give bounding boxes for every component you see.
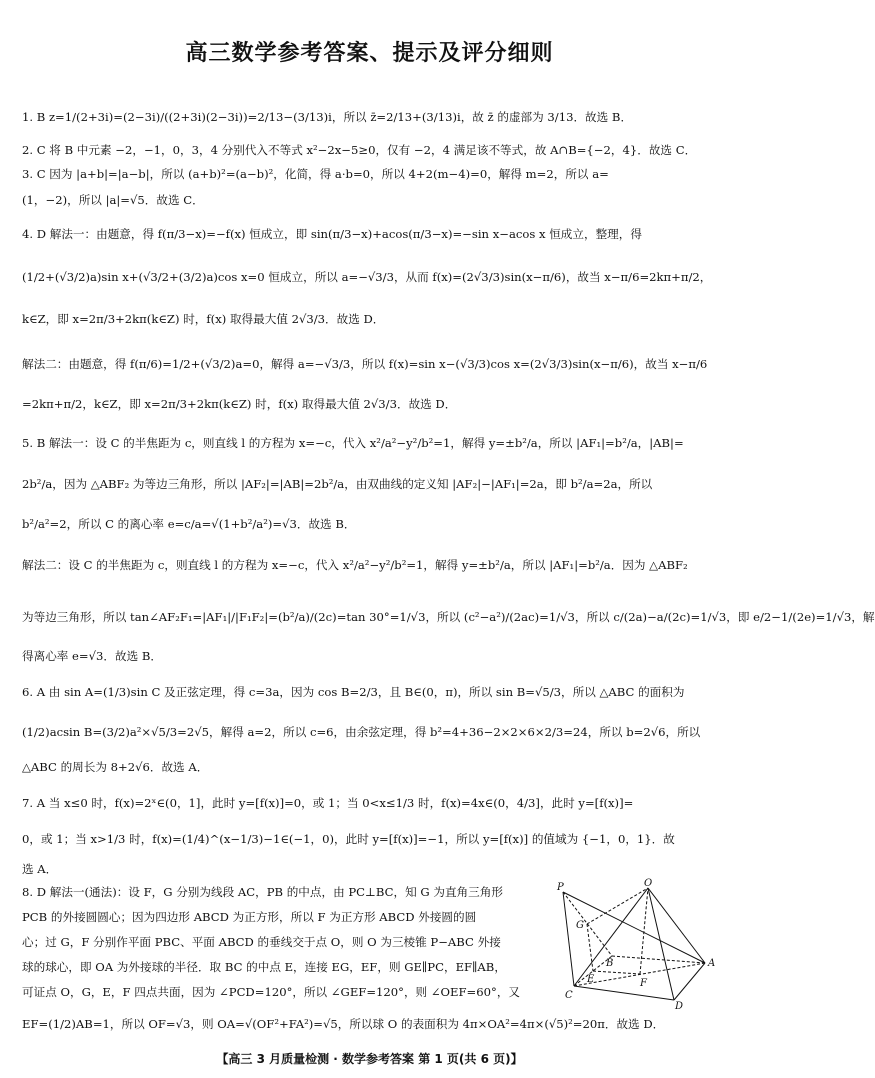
answer-2-line-1: 2. C 将 B 中元素 −2，−1，0，3，4 分别代入不等式 x²−2x−5≥0，仅有 −2，4 满足该不等式，故 A∩B={−2，4}．故选 C． — [22, 143, 697, 157]
label-o: O — [644, 878, 653, 889]
answer-1-line-1: 1. B z=1/(2+3i)=(2−3i)/((2+3i)(2−3i))=2/13−(3/13)i，所以 z̄=2/13+(3/13)i，故 z̄ 的虚部为 3/13．故选 B． — [22, 110, 633, 124]
answer-4-line-5: =2kπ+π/2，k∈Z，即 x=2π/3+2kπ(k∈Z) 时，f(x) 取得最大值 2√3/3．故选 D． — [22, 397, 457, 411]
label-b: B — [606, 958, 614, 969]
answer-5-line-3: b²/a²=2，所以 C 的离心率 e=c/a=√(1+b²/a²)=√3．故选 B． — [22, 517, 356, 531]
label-g: G — [576, 920, 584, 931]
answer-5-line-2: 2b²/a，因为 △ABF₂ 为等边三角形，所以 |AF₂|=|AB|=2b²/a，由双曲线的定义知 |AF₂|−|AF₁|=2a，即 b²/a=2a，所以 — [22, 477, 653, 491]
answer-4-line-3: k∈Z，即 x=2π/3+2kπ(k∈Z) 时，f(x) 取得最大值 2√3/3．故选 D． — [22, 312, 385, 326]
answer-8-line-5: 可证点 O，G，E，F 四点共面，因为 ∠PCD=120°，所以 ∠GEF=120°，则 ∠OEF=60°，又 — [22, 985, 521, 999]
answer-8-line-3: 心；过 G，F 分别作平面 PBC、平面 ABCD 的垂线交于点 O，则 O 为三棱锥 P−ABC 外接 — [22, 935, 501, 949]
answer-8-line-6: EF=(1/2)AB=1，所以 OF=√3，则 OA=√(OF²+FA²)=√5，所以球 O 的表面积为 4π×OA²=4π×(√5)²=20π．故选 D． — [22, 1017, 665, 1031]
label-f: F — [640, 978, 647, 989]
label-p: P — [557, 882, 564, 893]
page-footer: 【高三 3 月质量检测 · 数学参考答案 第 1 页(共 6 页)】 — [216, 1052, 523, 1066]
answer-8-line-1: 8. D 解法一(通法)：设 F，G 分别为线段 AC，PB 的中点，由 PC⊥BC，知 G 为直角三角形 — [22, 885, 503, 899]
answer-4-line-4: 解法二：由题意，得 f(π/6)=1/2+(√3/2)a=0，解得 a=−√3/3，所以 f(x)=sin x−(√3/3)cos x=(2√3/3)sin(x−π/6)，故当 x−π/6 — [22, 357, 708, 371]
answer-8-line-2: PCB 的外接圆圆心；因为四边形 ABCD 为正方形，所以 F 为正方形 ABCD 外接圆的圆 — [22, 910, 477, 924]
label-a: A — [708, 958, 716, 969]
answer-5-line-1: 5. B 解法一：设 C 的半焦距为 c，则直线 l 的方程为 x=−c，代入 x²/a²−y²/b²=1，解得 y=±b²/a，所以 |AF₁|=b²/a，|AB|= — [22, 436, 684, 450]
answer-7-line-2: 0，或 1；当 x>1/3 时，f(x)=(1/4)^(x−1/3)−1∈(−1，0)，此时 y=[f(x)]=−1，所以 y=[f(x)] 的值域为 {−1，0，1}．故 — [22, 832, 675, 846]
pyramid-diagram — [557, 878, 722, 1010]
answer-4-line-1: 4. D 解法一：由题意，得 f(π/3−x)=−f(x) 恒成立，即 sin(π/3−x)+acos(π/3−x)=−sin x−acos x 恒成立，整理，得 — [22, 227, 642, 241]
answer-6-line-1: 6. A 由 sin A=(1/3)sin C 及正弦定理，得 c=3a，因为 cos B=2/3，且 B∈(0，π)，所以 sin B=√5/3，所以 △ABC 的面积为 — [22, 685, 685, 699]
label-d: D — [675, 1001, 684, 1012]
answer-5-line-5: 为等边三角形，所以 tan∠AF₂F₁=|AF₁|/|F₁F₂|=(b²/a)/(2c)=tan 30°=1/√3，所以 (c²−a²)/(2ac)=1/√3，所以 c/(2a)−a/(2c)=1/√3，即 e/2−1/(2e)=1/√3，解 — [22, 610, 875, 624]
label-e: E — [587, 974, 595, 985]
label-c: C — [565, 990, 573, 1001]
answer-5-line-4: 解法二：设 C 的半焦距为 c，则直线 l 的方程为 x=−c，代入 x²/a²−y²/b²=1，解得 y=±b²/a，所以 |AF₁|=b²/a．因为 △ABF₂ — [22, 558, 688, 572]
answer-4-line-2: (1/2+(√3/2)a)sin x+(√3/2+(3/2)a)cos x=0 恒成立，所以 a=−√3/3，从而 f(x)=(2√3/3)sin(x−π/6)，故当 x−π/6=2kπ+π/2， — [22, 270, 712, 284]
answer-7-line-3: 选 A． — [22, 862, 58, 876]
answer-6-line-3: △ABC 的周长为 8+2√6．故选 A． — [22, 760, 209, 774]
pyramid-figure — [557, 878, 722, 1010]
answer-3-line-2: (1，−2)，所以 |a|=√5．故选 C． — [22, 193, 204, 207]
answer-3-line-1: 3. C 因为 |a+b|=|a−b|，所以 (a+b)²=(a−b)²，化简，得 a·b=0，所以 4+2(m−4)=0，解得 m=2，所以 a= — [22, 167, 609, 181]
page-title: 高三数学参考答案、提示及评分细则 — [185, 41, 554, 66]
answer-5-line-6: 得离心率 e=√3．故选 B． — [22, 649, 162, 663]
answer-6-line-2: (1/2)acsin B=(3/2)a²×√5/3=2√5，解得 a=2，所以 c=6，由余弦定理，得 b²=4+36−2×2×6×2/3=24，所以 b=2√6，所以 — [22, 725, 701, 739]
answer-7-line-1: 7. A 当 x≤0 时，f(x)=2ˣ∈(0，1]，此时 y=[f(x)]=0，或 1；当 0<x≤1/3 时，f(x)=4x∈(0，4/3]，此时 y=[f(x)]= — [22, 796, 634, 810]
answer-8-line-4: 球的球心，即 OA 为外接球的半径．取 BC 的中点 E，连接 EG，EF，则 GE∥PC，EF∥AB， — [22, 960, 506, 974]
